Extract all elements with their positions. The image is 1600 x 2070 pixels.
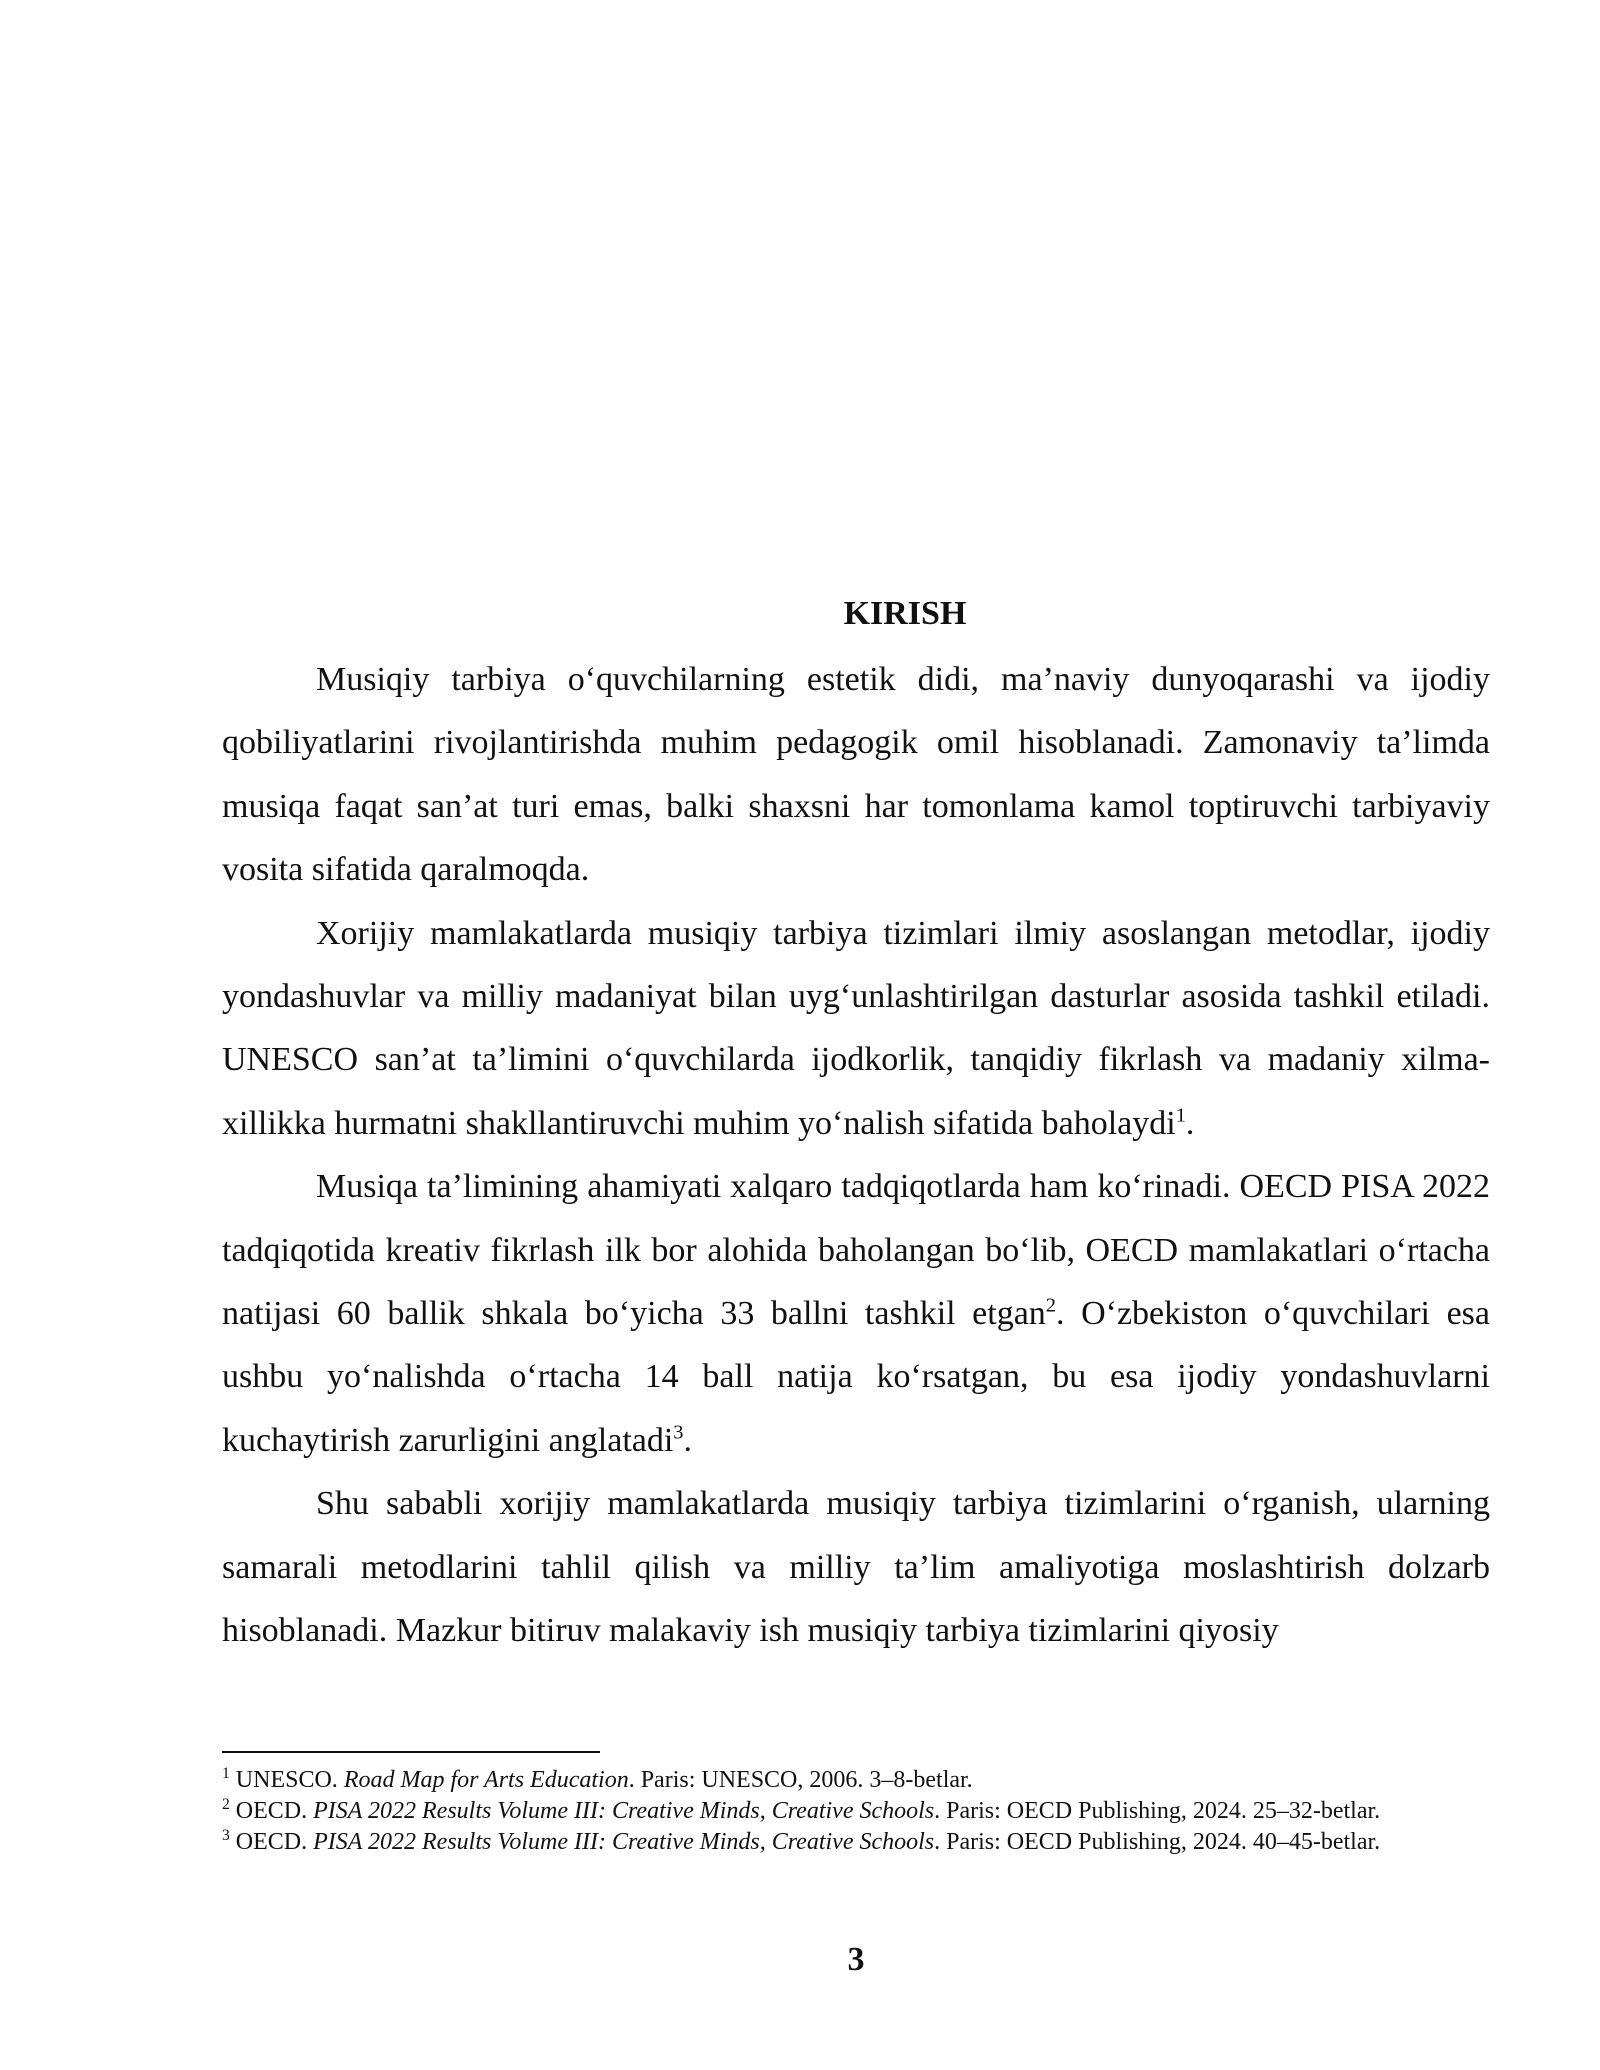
footnote-title: Road Map for Arts Education xyxy=(343,1767,629,1793)
footnote-2 xyxy=(222,1796,1422,1827)
footnote-author: OECD. xyxy=(235,1798,314,1824)
footnote-number: 2 xyxy=(222,1796,230,1813)
section-heading: KIRISH xyxy=(843,595,967,632)
paragraph-3-end: . xyxy=(683,1421,692,1459)
paragraph-2-text: Xorijiy mamlakatlarda musiqiy tarbiya tizimlari ilmiy asoslangan metodlar, ijodiy yondashuvlar va milliy madaniyat bilan uyg‘unlashtirilgan dasturlar asosida tashkil etiladi. UNESCO san’at ta’limini o‘quvchilarda ijodkorlik, tanqidiy fikrlash va madaniy xilma-xillikka hurmatni shakllantiruvchi muhim yo‘nalish sifatida baholaydi xyxy=(222,914,1490,1142)
footnote-separator xyxy=(222,1751,600,1753)
footnote-author: OECD. xyxy=(235,1829,314,1855)
paragraph-1 xyxy=(222,648,1490,902)
footnote-3 xyxy=(222,1827,1422,1858)
paragraph-3 xyxy=(222,1155,1490,1472)
paragraph-1-text: Musiqiy tarbiya o‘quvchilarning estetik didi, ma’naviy dunyoqarashi va ijodiy qobiliyatlarini rivojlantirishda muhim pedagogik omil hisoblanadi. Zamonaviy ta’limda musiqa faqat san’at turi emas, balki shaxsni har tomonlama kamol toptiruvchi tarbiyaviy vosita sifatida qaralmoqda. xyxy=(222,661,1490,889)
footnotes xyxy=(222,1765,1422,1858)
paragraph-3-text-b: . O‘zbekiston o‘quvchilari esa ushbu yo‘nalishda o‘rtacha 14 ball natija ko‘rsatgan, bu esa ijodiy yondashuvlarni kuchaytirish zarurligini anglatadi xyxy=(222,1295,1490,1459)
footnote-ref-3[interactable]: 3 xyxy=(673,1421,684,1444)
body-text xyxy=(222,648,1490,1663)
paragraph-4 xyxy=(222,1472,1490,1662)
footnote-details: . Paris: OECD Publishing, 2024. 40–45-betlar. xyxy=(934,1829,1381,1855)
paragraph-4-text: Shu sababli xorijiy mamlakatlarda musiqiy tarbiya tizimlarini o‘rganish, ularning samarali metodlarini tahlil qilish va milliy ta’lim amaliyotiga moslashtirish dolzarb hisoblanadi. Mazkur bitiruv malakaviy ish musiqiy tarbiya tizimlarini qiyosiy xyxy=(222,1485,1490,1650)
paragraph-2-end: . xyxy=(1185,1104,1195,1142)
footnote-title: PISA 2022 Results Volume III: Creative Minds, Creative Schools xyxy=(313,1829,935,1855)
footnote-title: PISA 2022 Results Volume III: Creative Minds, Creative Schools xyxy=(313,1798,935,1824)
footnote-ref-2[interactable]: 2 xyxy=(1045,1294,1056,1317)
footnote-details: . Paris: UNESCO, 2006. 3–8-betlar. xyxy=(628,1767,973,1793)
paragraph-3-text-a: Musiqa ta’limining ahamiyati xalqaro tadqiqotlarda ham ko‘rinadi. OECD PISA 2022 tadqiqotida kreativ fikrlash ilk bor alohida baholangan bo‘lib, OECD mamlakatlari o‘rtacha natijasi 60 ballik shkala bo‘yicha 33 ballni tashkil etgan xyxy=(222,1168,1490,1333)
footnote-author: UNESCO. xyxy=(235,1767,344,1793)
footnote-ref-1[interactable]: 1 xyxy=(1175,1104,1186,1127)
paragraph-2 xyxy=(222,902,1490,1156)
footnote-number: 3 xyxy=(222,1827,230,1844)
footnote-number: 1 xyxy=(222,1765,230,1782)
page-number: 3 xyxy=(847,1941,865,1978)
footnote-details: . Paris: OECD Publishing, 2024. 25–32-betlar. xyxy=(934,1798,1381,1824)
footnote-1 xyxy=(222,1765,1422,1796)
